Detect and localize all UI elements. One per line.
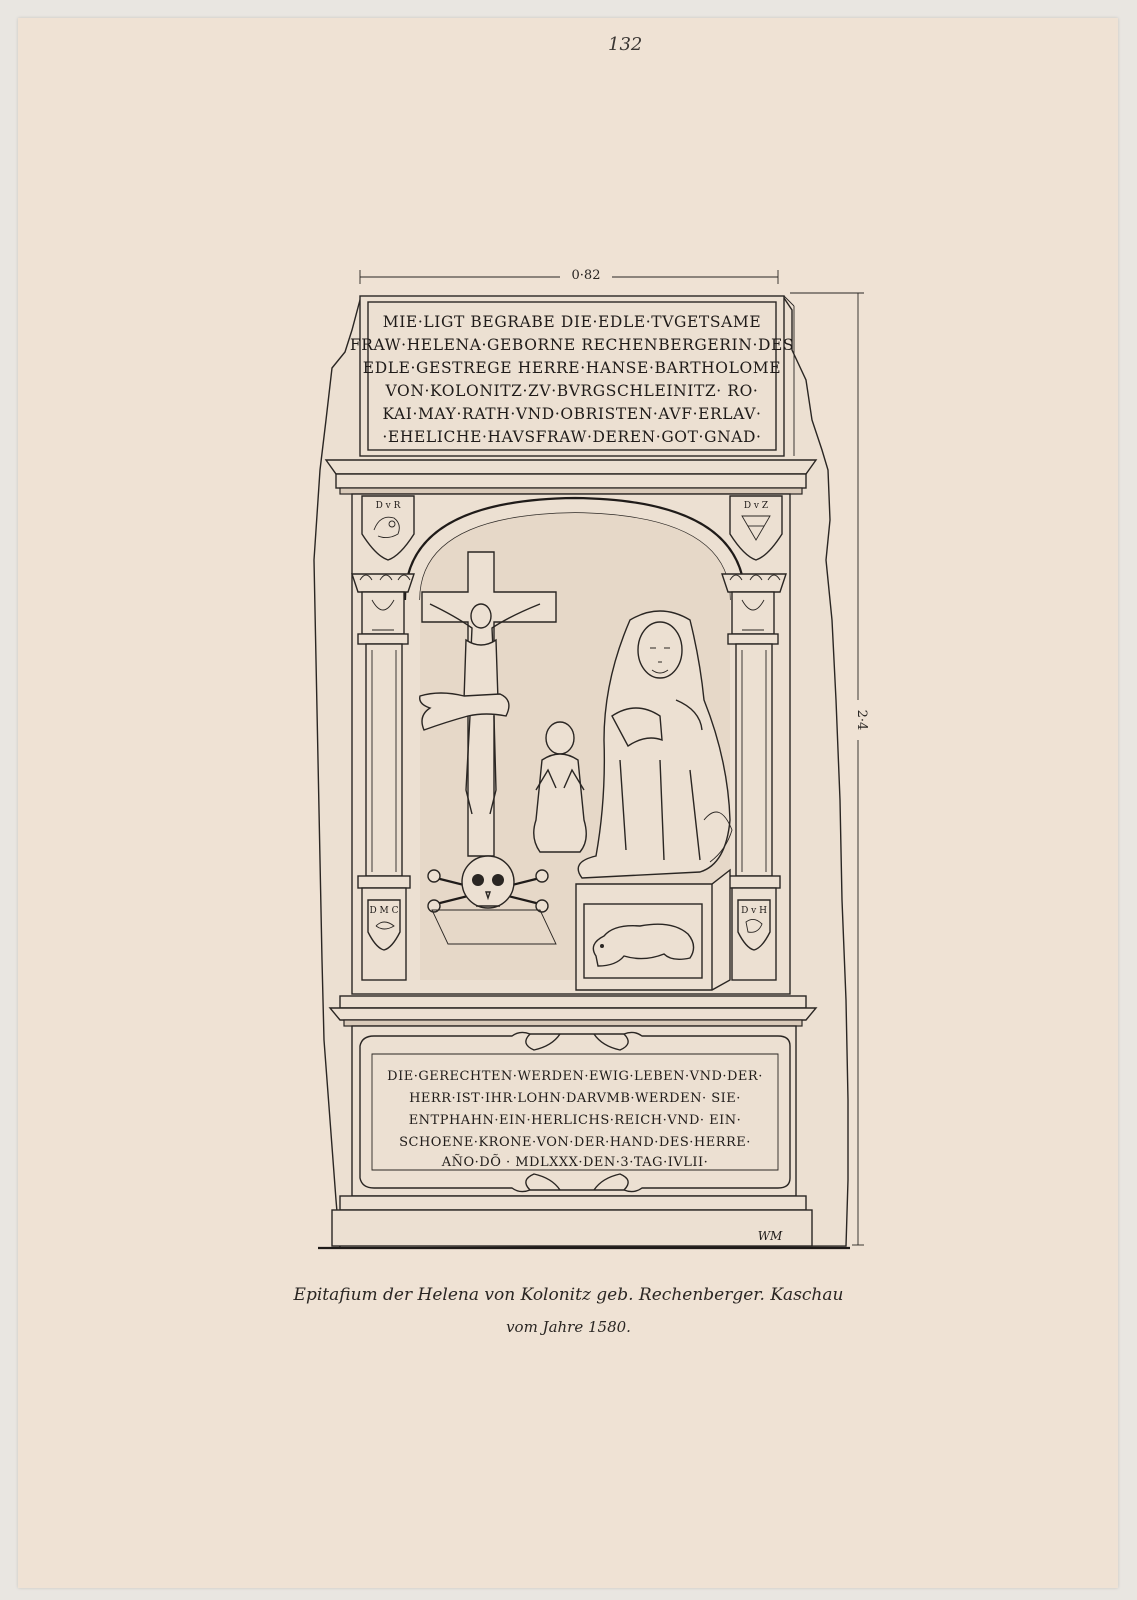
- inscription-bottom-line-4: SCHOENE·KRONE·VON·DER·HAND·DES·HERRE·: [399, 1135, 751, 1150]
- width-dimension: [360, 266, 778, 284]
- caption-title: Epitafium der Helena von Kolonitz geb. Rechenberger. Kaschau: [293, 1285, 844, 1305]
- inscription-top-line-2: FRAW·HELENA·GEBORNE RECHENBERGERIN·DES: [349, 336, 795, 354]
- inscription-top-line-3: EDLE·GESTREGE HERRE·HANSE·BARTHOLOME: [362, 359, 782, 377]
- inscription-bottom-line-2: HERR·IST·IHR·LOHN·DARVMB·WERDEN· SIE·: [409, 1091, 741, 1106]
- shield-bottom-right-label: D v H: [741, 906, 767, 916]
- prie-dieu: [576, 870, 730, 990]
- inscription-bottom-line-5: AÑO·DÕ · MDLXXX·DEN·3·TAG·IVLII·: [441, 1155, 709, 1170]
- shield-bottom-left-label: D M C: [369, 906, 399, 916]
- inscription-bottom-line-1: DIE·GERECHTEN·WERDEN·EWIG·LEBEN·VND·DER·: [387, 1069, 763, 1084]
- height-label: 2·4: [854, 709, 869, 731]
- shield-top-right-label: D v Z: [743, 501, 769, 511]
- page-number: 132: [608, 34, 643, 55]
- shield-top-left-label: D v R: [375, 501, 401, 511]
- artist-monogram: WM: [757, 1229, 783, 1243]
- base-plinth: [318, 1196, 850, 1248]
- inscription-top-line-1: MIE·LIGT BEGRABE DIE·EDLE·TVGETSAME: [382, 313, 762, 331]
- lower-cornice: [330, 996, 816, 1026]
- inscription-top-line-4: VON·KOLONITZ·ZV·BVRGSCHLEINITZ· RO·: [385, 382, 759, 400]
- inscription-top-line-6: ·EHELICHE·HAVSFRAW·DEREN·GOT·GNAD·: [382, 428, 762, 446]
- inscription-top-line-5: KAI·MAY·RATH·VND·OBRISTEN·AVF·ERLAV·: [382, 405, 762, 423]
- bottom-cartouche: [352, 1026, 796, 1196]
- upper-cornice: [326, 460, 816, 494]
- caption-date: vom Jahre 1580.: [506, 1318, 631, 1336]
- inscription-bottom-line-3: ENTPHAHN·EIN·HERLICHS·REICH·VND· EIN·: [408, 1113, 742, 1128]
- width-label: 0·82: [571, 268, 601, 283]
